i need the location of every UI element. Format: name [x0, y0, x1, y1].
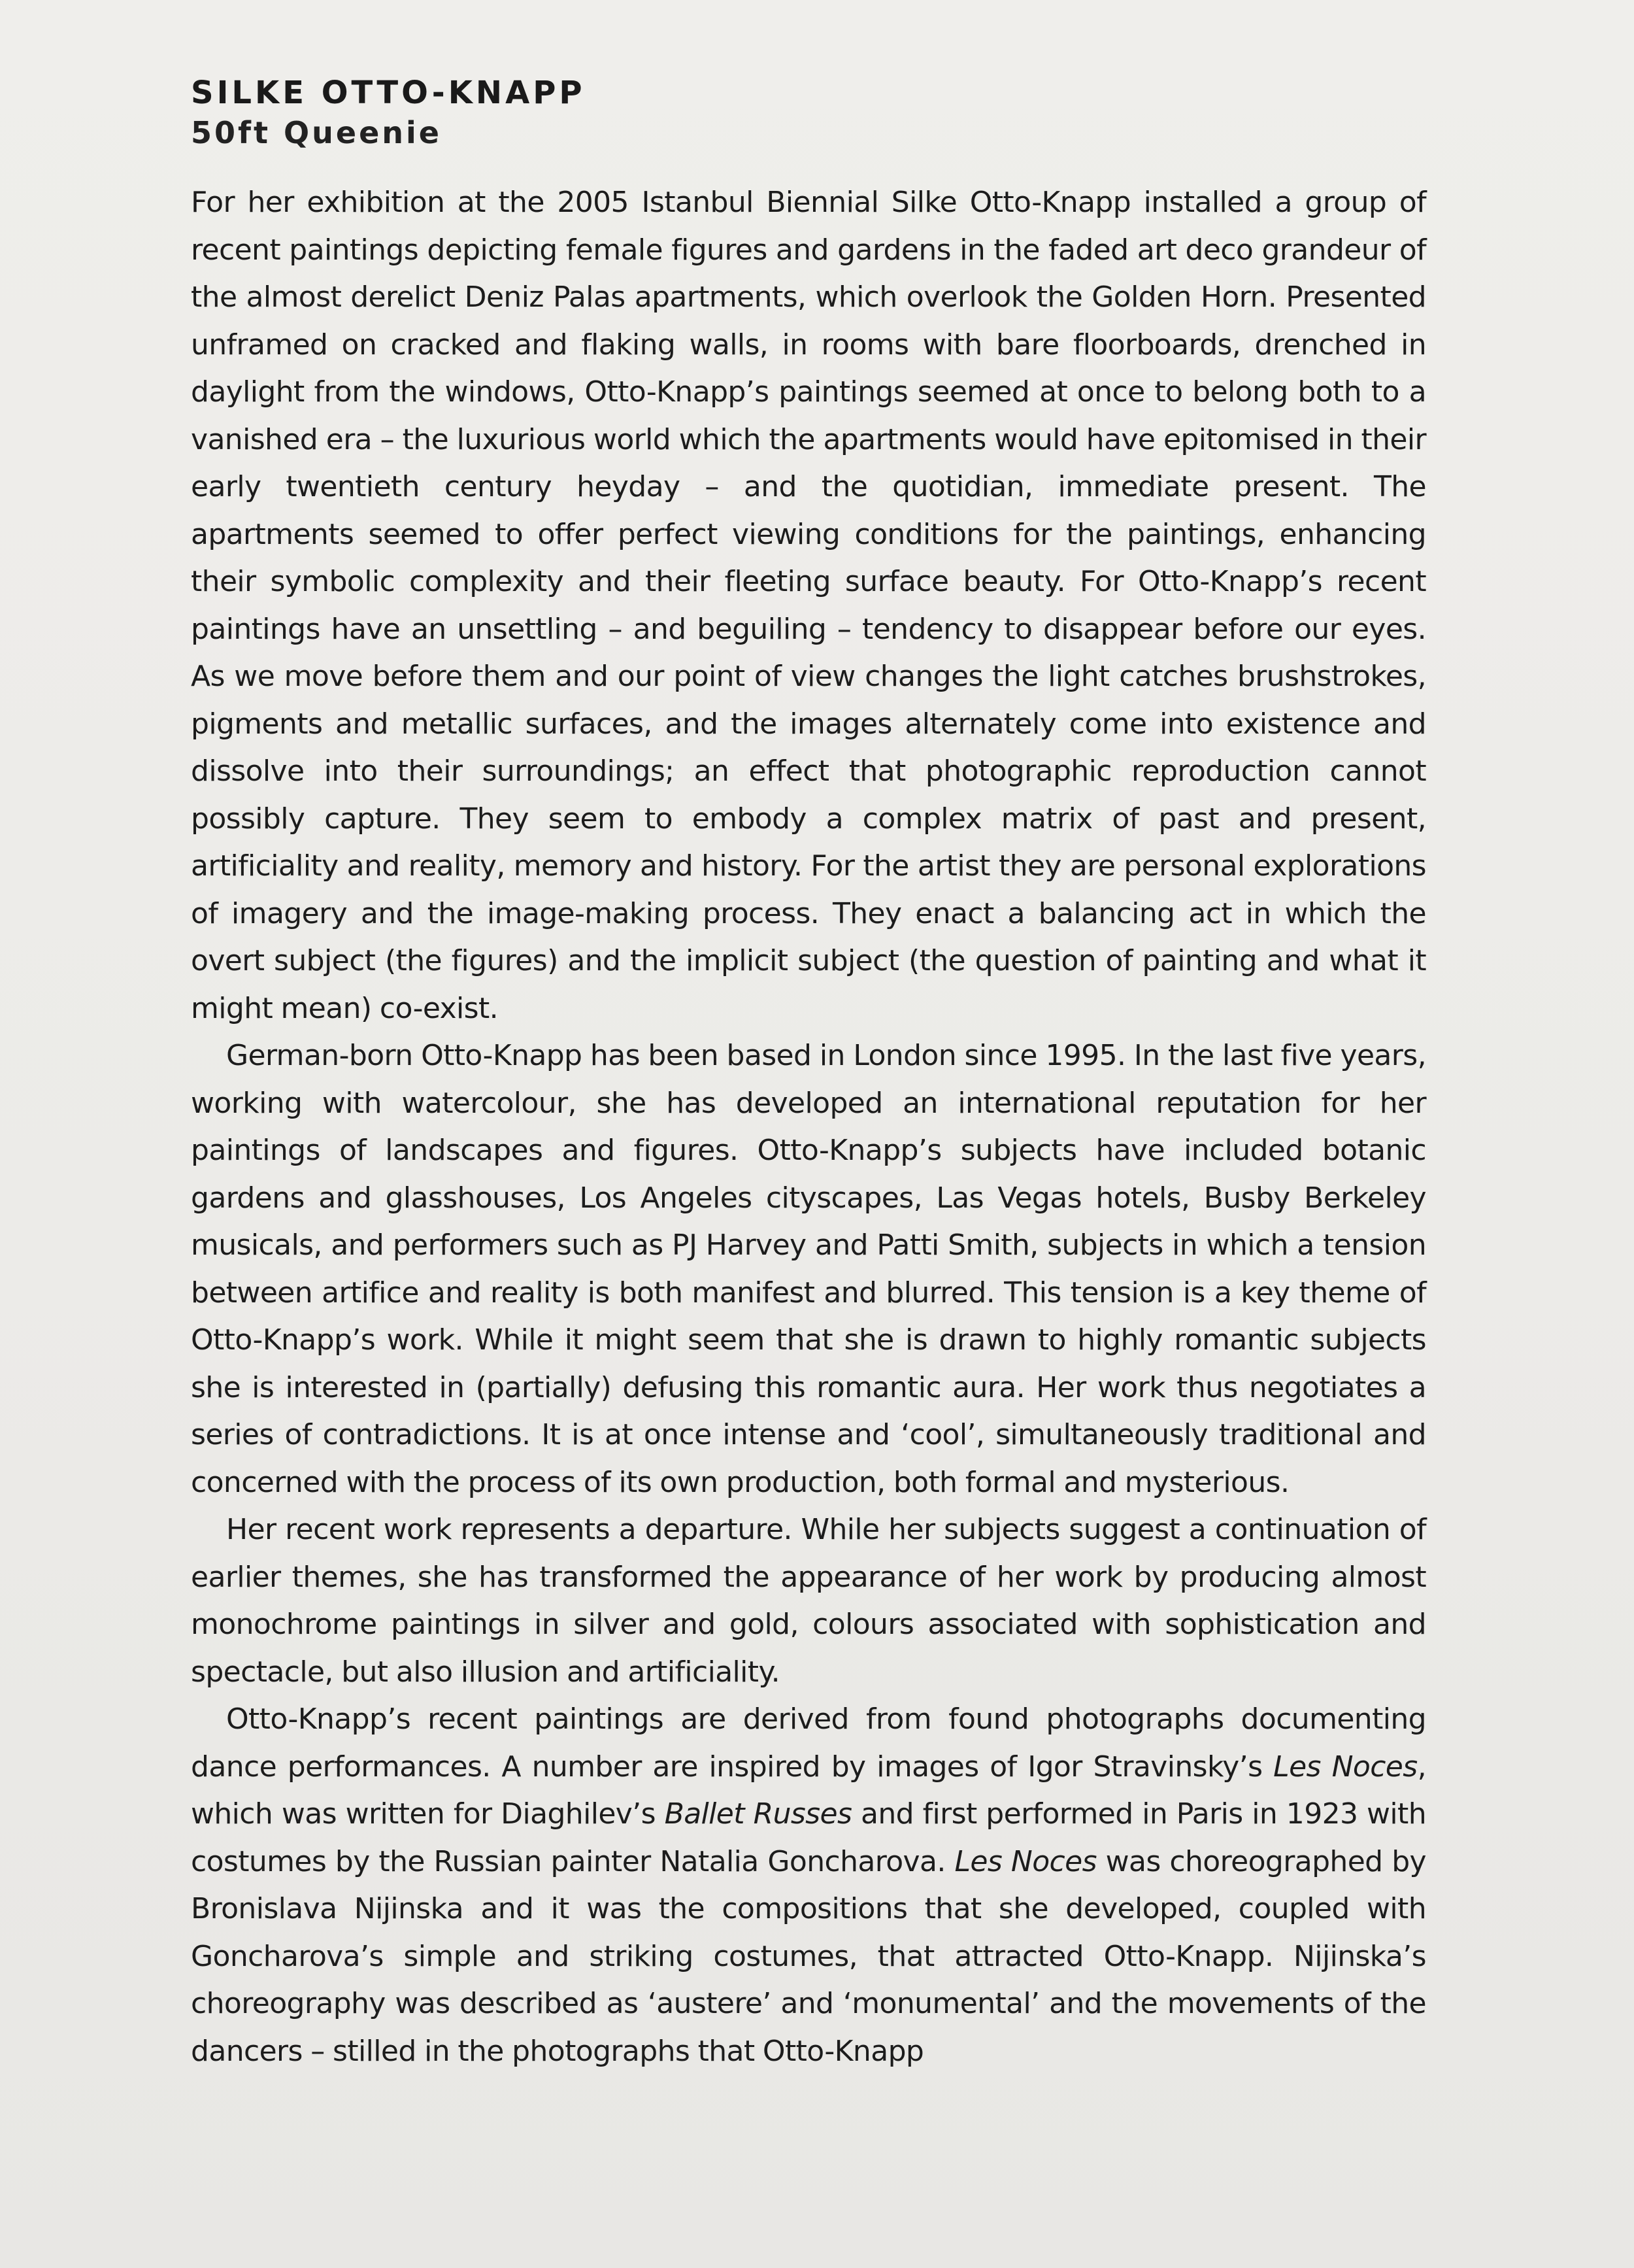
- paragraph-4-text-4: was choreographed by Bronislava Nijinska and it was the compositions that she developed, coupled with Goncharova’s simple and striking costumes, that attracted Otto-Knapp. Nijinska’s choreography was described as ‘austere’ and ‘monumental’ and the movements of the dancers – stilled in the photographs that Otto-Knapp: [191, 1844, 1426, 2068]
- paragraph-4: [191, 1696, 1426, 2075]
- paragraph-1: For her exhibition at the 2005 Istanbul Biennial Silke Otto-Knapp installed a group of recent paintings depicting female figures and gardens in the faded art deco grandeur of the almost derelict Deniz Palas apartments, which overlook the Golden Horn. Presented unframed on cracked and flaking walls, in rooms with bare floorboards, drenched in daylight from the windows, Otto-Knapp’s paintings seemed at once to belong both to a vanished era – the luxurious world which the apartments would have epitomised in their early twentieth century heyday – and the quotidian, immediate present. The apartments seemed to offer perfect viewing conditions for the paintings, enhancing their symbolic complexity and their fleeting surface beauty. For Otto-Knapp’s recent paintings have an unsettling – and beguiling – tendency to disappear before our eyes. As we move before them and our point of view changes the light catches brushstrokes, pigments and metallic surfaces, and the images alternately come into existence and dissolve into their surroundings; an effect that photographic reproduction cannot possibly capture. They seem to embody a complex matrix of past and present, artificiality and reality, memory and history. For the artist they are personal explorations of imagery and the image-making process. They enact a balancing act in which the overt subject (the figures) and the implicit subject (the question of painting and what it might mean) co-exist.: [191, 186, 1426, 1025]
- paragraph-2: German-born Otto-Knapp has been based in London since 1995. In the last five years, working with watercolour, she has developed an international reputation for her paintings of landscapes and figures. Otto-Knapp’s subjects have included botanic gardens and glasshouses, Los Angeles cityscapes, Las Vegas hotels, Busby Berkeley musicals, and performers such as PJ Harvey and Patti Smith, subjects in which a tension between artifice and reality is both manifest and blurred. This tension is a key theme of Otto-Knapp’s work. While it might seem that she is drawn to highly romantic subjects she is interested in (partially) defusing this romantic aura. Her work thus negotiates a series of contradictions. It is at once intense and ‘cool’, simultaneously traditional and concerned with the process of its own production, both formal and mysterious.: [191, 1039, 1426, 1499]
- paragraph-4-italic-ballet-russes: Ballet Russes: [664, 1797, 852, 1831]
- paragraph-4-italic-les-noces-2: Les Noces: [954, 1844, 1097, 1878]
- paragraph-4-text-3: and first performed in Paris in 1923 with costumes by the Russian painter Natalia Goncharova.: [191, 1797, 1426, 1878]
- paragraph-3: Her recent work represents a departure. While her subjects suggest a continuation of earlier themes, she has transformed the appearance of her work by producing almost monochrome paintings in silver and gold, colours associated with sophistication and spectacle, but also illusion and artificiality.: [191, 1513, 1426, 1689]
- paragraph-4-text-1: Otto-Knapp’s recent paintings are derived from found photographs documenting dance performances. A number are inspired by images of Igor Stravinsky’s: [191, 1702, 1426, 1784]
- paragraph-4-text-2: , which was written for Diaghilev’s: [191, 1750, 1426, 1831]
- artist-name-heading: SILKE OTTO-KNAPP: [191, 75, 586, 111]
- work-title-subheading: 50ft Queenie: [191, 115, 442, 150]
- paragraph-4-italic-les-noces: Les Noces: [1273, 1750, 1418, 1784]
- document-content: [191, 73, 1426, 2075]
